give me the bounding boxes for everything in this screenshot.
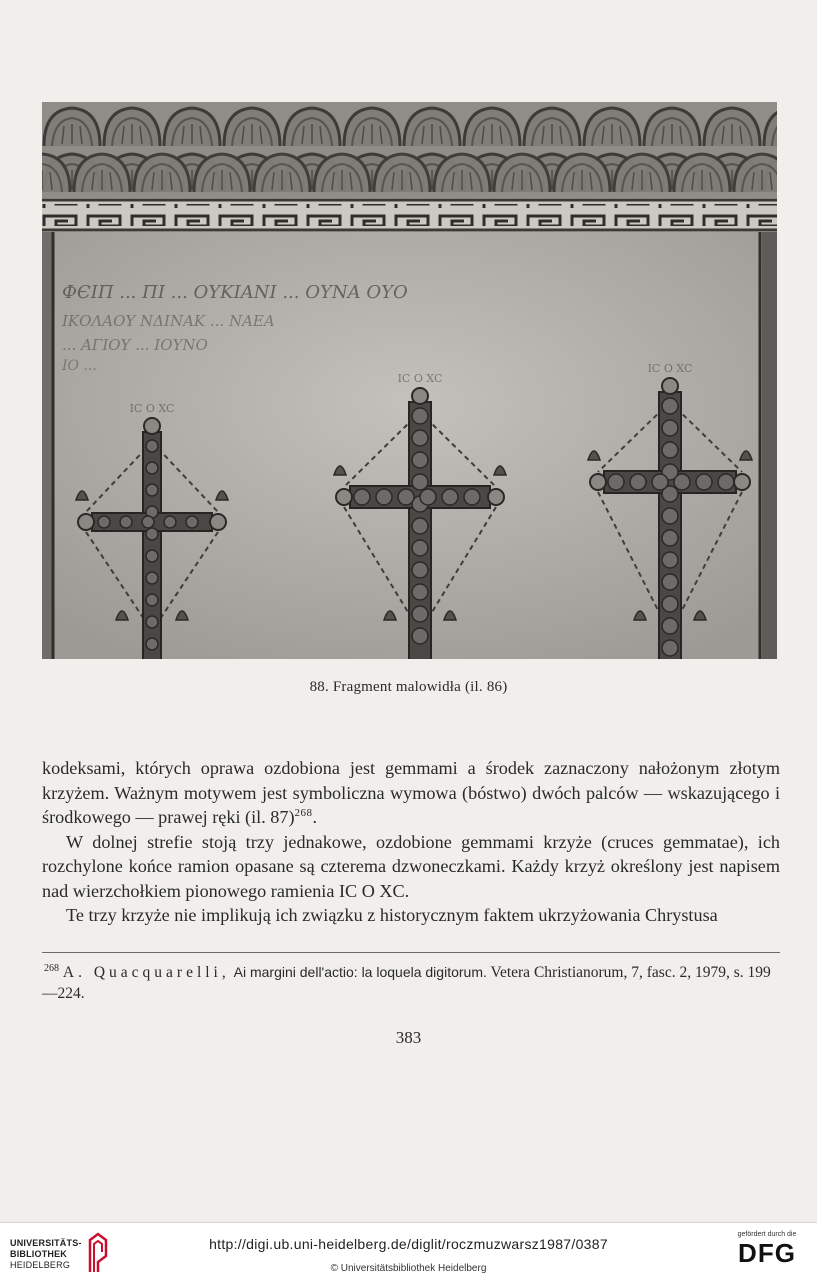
gem (142, 516, 154, 528)
arm-terminal (590, 474, 606, 490)
gem (662, 508, 678, 524)
copyright-notice: © Universitätsbibliothek Heidelberg (330, 1263, 487, 1274)
gem (662, 618, 678, 634)
gem (412, 452, 428, 468)
inscription-line: ... ΑΓΙΟΥ ... ΙΟΥΝΟ (62, 336, 208, 354)
gem (412, 474, 428, 490)
library-name-line: UNIVERSITÄTS- (10, 1238, 82, 1248)
gem (662, 420, 678, 436)
gem (608, 474, 624, 490)
gem (674, 474, 690, 490)
gem (412, 540, 428, 556)
gem (662, 574, 678, 590)
gem (662, 442, 678, 458)
library-name-line: HEIDELBERG (10, 1260, 71, 1270)
gem (630, 474, 646, 490)
gem (662, 530, 678, 546)
gem (146, 440, 158, 452)
gem (662, 552, 678, 568)
footnote-divider (42, 952, 780, 953)
paragraph-text: kodeksami, których oprawa ozdobiona jest gemmami a środek zaznaczony nałożonym złotym krzyżem. Ważnym motywem jest symboliczna wymowa (bóstwo) dwóch palców — wskazującego i środkowego — prawej ręki (il. 87) (42, 758, 780, 827)
inscription-line: ΙΟ ... (62, 358, 97, 374)
footnote-source: Vetera Christianorum, 7, fasc. 2, 1979, s. 199—224. (42, 964, 771, 1002)
gem (652, 474, 668, 490)
gem (146, 616, 158, 628)
gem (164, 516, 176, 528)
funder-logo[interactable] (722, 1231, 812, 1268)
gem (186, 516, 198, 528)
gem (442, 489, 458, 505)
gem (412, 628, 428, 644)
body-text (42, 756, 780, 928)
gem (146, 462, 158, 474)
figure-caption: 88. Fragment malowidła (il. 86) (309, 679, 508, 695)
paragraph-text: . (312, 807, 318, 827)
dfg-wordmark: DFG (738, 1238, 796, 1268)
gem (662, 640, 678, 656)
gem (146, 528, 158, 540)
gem (146, 572, 158, 584)
cross-monogram: IC O XC (647, 362, 693, 375)
arm-terminal (210, 514, 226, 530)
fresco-illustration (42, 102, 777, 659)
footnote (42, 962, 780, 1004)
inscription-line: ΙΚΟΛΑΟΥ ΝΔΙΝΑΚ ... ΝΑΕΑ (62, 312, 275, 330)
permalink-link[interactable]: http://digi.ub.uni-heidelberg.de/diglit/roczmuzwarsz1987/0387 (209, 1236, 608, 1252)
footnote-title: Ai margini dell'actio: la loquela digitorum. (233, 964, 487, 980)
arm-terminal (734, 474, 750, 490)
library-name-line: BIBLIOTHEK (10, 1249, 67, 1259)
gem (464, 489, 480, 505)
gem (376, 489, 392, 505)
footnote-number: 268 (44, 963, 59, 974)
paragraph (42, 756, 780, 830)
arm-terminal (144, 418, 160, 434)
permalink-url[interactable] (0, 1236, 817, 1252)
inscription-line: ФЄІП ... ΠΙ ... ΟΥΚΙΑΝΙ ... ΟΥΝΑ ΟΥΟ (62, 282, 408, 303)
gem (662, 398, 678, 414)
funded-by-label: gefördert durch die (737, 1231, 797, 1238)
page-number: 383 (395, 1028, 422, 1047)
footnote-author: A. Quacquarelli, (62, 964, 230, 981)
gem (412, 584, 428, 600)
gem (696, 474, 712, 490)
gem (718, 474, 734, 490)
gem (146, 594, 158, 606)
gem (412, 562, 428, 578)
digitization-footer (0, 1222, 817, 1284)
paragraph: W dolnej strefie stoją trzy jednakowe, ozdobione gemmami krzyże (cruces gemmatae), ich rozchylone końce ramion opasane są czterema dzwoneczkami. Każdy krzyż określony jest napisem nad wierzchołkiem pionowego ramienia IC O XC. (42, 831, 780, 901)
gem (146, 484, 158, 496)
cross-monogram: IC O XC (397, 372, 443, 385)
arm-terminal (412, 388, 428, 404)
arm-terminal (78, 514, 94, 530)
arm-terminal (336, 489, 352, 505)
gem (412, 518, 428, 534)
fresco-photograph (42, 102, 777, 659)
gem (98, 516, 110, 528)
gem (146, 550, 158, 562)
gem (412, 430, 428, 446)
cross-monogram: IC O XC (129, 402, 175, 415)
arm-terminal (662, 378, 678, 394)
footnote-reference: 268 (294, 807, 313, 819)
gem (412, 606, 428, 622)
gem (146, 638, 158, 650)
gem (120, 516, 132, 528)
gem (398, 489, 414, 505)
arm-terminal (488, 489, 504, 505)
gem (420, 489, 436, 505)
gem (412, 408, 428, 424)
paragraph: Te trzy krzyże nie implikują ich związku z historycznym faktem ukrzyżowania Chrystusa (66, 905, 718, 925)
gem (354, 489, 370, 505)
gem (662, 596, 678, 612)
